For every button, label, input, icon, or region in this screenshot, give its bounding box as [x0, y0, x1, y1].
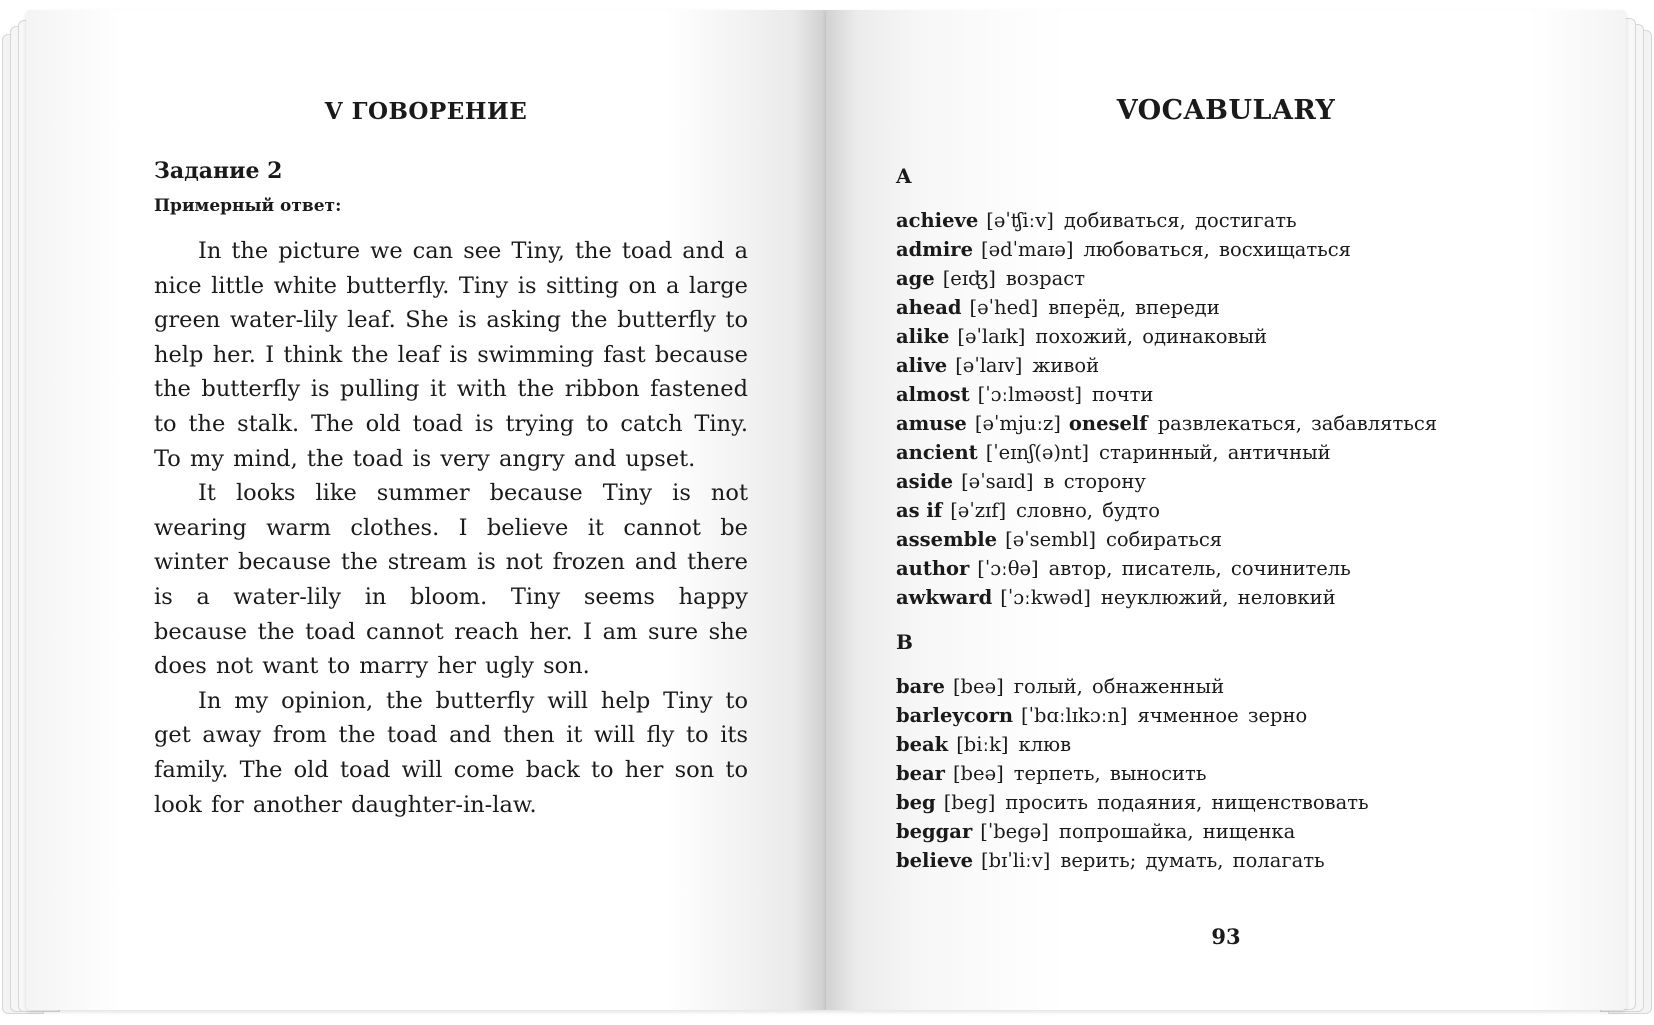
entry-meaning: попрошайка, нищенка: [1058, 820, 1296, 843]
entry-word: almost: [896, 383, 970, 406]
entry-transcription: [bɪˈliːv]: [981, 849, 1051, 872]
entry-word: aside: [896, 470, 954, 493]
entry-meaning: развлекаться, забавляться: [1157, 412, 1438, 435]
entry-word: bear: [896, 762, 945, 785]
entry-transcription: [ˈɔːθə]: [977, 557, 1039, 580]
task-title: Задание 2: [154, 158, 283, 184]
entry-transcription: [əˈhed]: [969, 296, 1039, 319]
entry-extra-word: oneself: [1068, 412, 1148, 435]
entry-meaning: почти: [1091, 383, 1154, 406]
entry-word: assemble: [896, 528, 998, 551]
entry-meaning: любоваться, восхищаться: [1083, 238, 1351, 261]
paragraph: It looks like summer because Tiny is not wearing warm clothes. I believe it cannot be winter because the stream is not frozen and there is a water-lily in bloom. Tiny seems happy because the toad cannot reach her. I am sure she does not want to marry her ugly son.: [154, 480, 748, 680]
vocabulary-entry: [896, 351, 1536, 380]
vocabulary-list-b: [896, 672, 1536, 875]
entry-meaning: автор, писатель, сочинитель: [1048, 557, 1351, 580]
section-letter-a: A: [896, 164, 912, 188]
vocabulary-entry: [896, 264, 1536, 293]
vocabulary-entry: [896, 759, 1536, 788]
entry-meaning: добиваться, достигать: [1063, 209, 1297, 232]
vocabulary-list-a: [896, 206, 1536, 612]
vocabulary-entry: [896, 554, 1536, 583]
entry-transcription: [ˈɔːkwəd]: [1000, 586, 1091, 609]
entry-transcription: [əˈsembl]: [1005, 528, 1096, 551]
entry-word: beak: [896, 733, 949, 756]
entry-word: ancient: [896, 441, 978, 464]
vocabulary-title: VOCABULARY: [1116, 95, 1336, 126]
left-page: [26, 10, 826, 1010]
vocabulary-entry: [896, 525, 1536, 554]
entry-word: author: [896, 557, 970, 580]
vocabulary-entry: [896, 380, 1536, 409]
entry-transcription: [beə]: [952, 762, 1004, 785]
entry-transcription: [ədˈmaɪə]: [981, 238, 1074, 261]
vocabulary-entry: [896, 206, 1536, 235]
vocabulary-entry: [896, 438, 1536, 467]
entry-word: alive: [896, 354, 948, 377]
entry-word: bare: [896, 675, 945, 698]
entry-meaning: голый, обнаженный: [1013, 675, 1225, 698]
vocabulary-entry: [896, 817, 1536, 846]
entry-transcription: [əˈlaɪv]: [955, 354, 1023, 377]
right-page: [826, 10, 1626, 1010]
entry-meaning: похожий, одинаковый: [1035, 325, 1267, 348]
entry-transcription: [əˈsaɪd]: [961, 470, 1034, 493]
entry-transcription: [ˈbegə]: [980, 820, 1049, 843]
entry-transcription: [biːk]: [956, 733, 1009, 756]
page-number: 93: [1211, 924, 1241, 949]
entry-meaning: терпеть, выносить: [1013, 762, 1207, 785]
entry-transcription: [eɪʤ]: [942, 267, 996, 290]
paragraph: In my opinion, the butterfly will help Tiny to get away from the toad and then it will fly to its family. The old toad will come back to her son to look for another daughter-in-law.: [154, 687, 748, 818]
entry-word: ahead: [896, 296, 962, 319]
entry-meaning: просить подаяния, нищенствовать: [1005, 791, 1369, 814]
vocabulary-entry: [896, 322, 1536, 351]
entry-meaning: верить; думать, полагать: [1060, 849, 1325, 872]
vocabulary-entry: [896, 467, 1536, 496]
entry-word: awkward: [896, 586, 993, 609]
vocabulary-entry: [896, 235, 1536, 264]
section-letter-b: B: [896, 630, 913, 654]
entry-word: as if: [896, 499, 943, 522]
entry-meaning: клюв: [1018, 733, 1072, 756]
entry-word: admire: [896, 238, 973, 261]
entry-meaning: собираться: [1105, 528, 1223, 551]
entry-word: beggar: [896, 820, 973, 843]
entry-meaning: словно, будто: [1016, 499, 1160, 522]
vocabulary-entry: [896, 583, 1536, 612]
vocabulary-entry: [896, 496, 1536, 525]
entry-transcription: [əˈzɪf]: [950, 499, 1007, 522]
sample-answer-text: [154, 234, 748, 822]
sample-answer-label: Примерный ответ:: [154, 196, 342, 216]
chapter-title: V ГОВОРЕНИЕ: [324, 98, 528, 125]
entry-transcription: [əˈlaɪk]: [957, 325, 1026, 348]
entry-word: age: [896, 267, 935, 290]
entry-transcription: [əˈmjuːz]: [974, 412, 1061, 435]
entry-meaning: в сторону: [1043, 470, 1146, 493]
entry-meaning: неуклюжий, неловкий: [1100, 586, 1336, 609]
vocabulary-entry: [896, 788, 1536, 817]
entry-word: barleycorn: [896, 704, 1014, 727]
entry-transcription: [ˈbɑːlɪkɔːn]: [1021, 704, 1128, 727]
entry-word: believe: [896, 849, 974, 872]
entry-word: achieve: [896, 209, 979, 232]
entry-meaning: вперёд, впереди: [1048, 296, 1220, 319]
vocabulary-entry: [896, 293, 1536, 322]
entry-transcription: [beg]: [943, 791, 996, 814]
entry-transcription: [ˈɔːlməʊst]: [977, 383, 1082, 406]
vocabulary-entry: [896, 846, 1536, 875]
vocabulary-entry: [896, 672, 1536, 701]
entry-meaning: ячменное зерно: [1137, 704, 1308, 727]
entry-meaning: живой: [1032, 354, 1100, 377]
vocabulary-entry: [896, 409, 1536, 438]
entry-word: beg: [896, 791, 936, 814]
entry-transcription: [ˈeɪnʃ(ə)nt]: [985, 441, 1090, 464]
entry-transcription: [əˈʧiːv]: [986, 209, 1054, 232]
entry-word: amuse: [896, 412, 967, 435]
vocabulary-entry: [896, 701, 1536, 730]
entry-meaning: старинный, античный: [1099, 441, 1331, 464]
paragraph: In the picture we can see Tiny, the toad and a nice little white butterfly. Tiny is sitting on a large green water-lily leaf. She is asking the butterfly to help her. I think the leaf is swimming fast because the butterfly is pulling it with the ribbon fastened to the stalk. The old toad is trying to catch Tiny. To my mind, the toad is very angry and upset.: [154, 238, 748, 472]
entry-transcription: [beə]: [952, 675, 1004, 698]
entry-word: alike: [896, 325, 950, 348]
entry-meaning: возраст: [1005, 267, 1085, 290]
vocabulary-entry: [896, 730, 1536, 759]
